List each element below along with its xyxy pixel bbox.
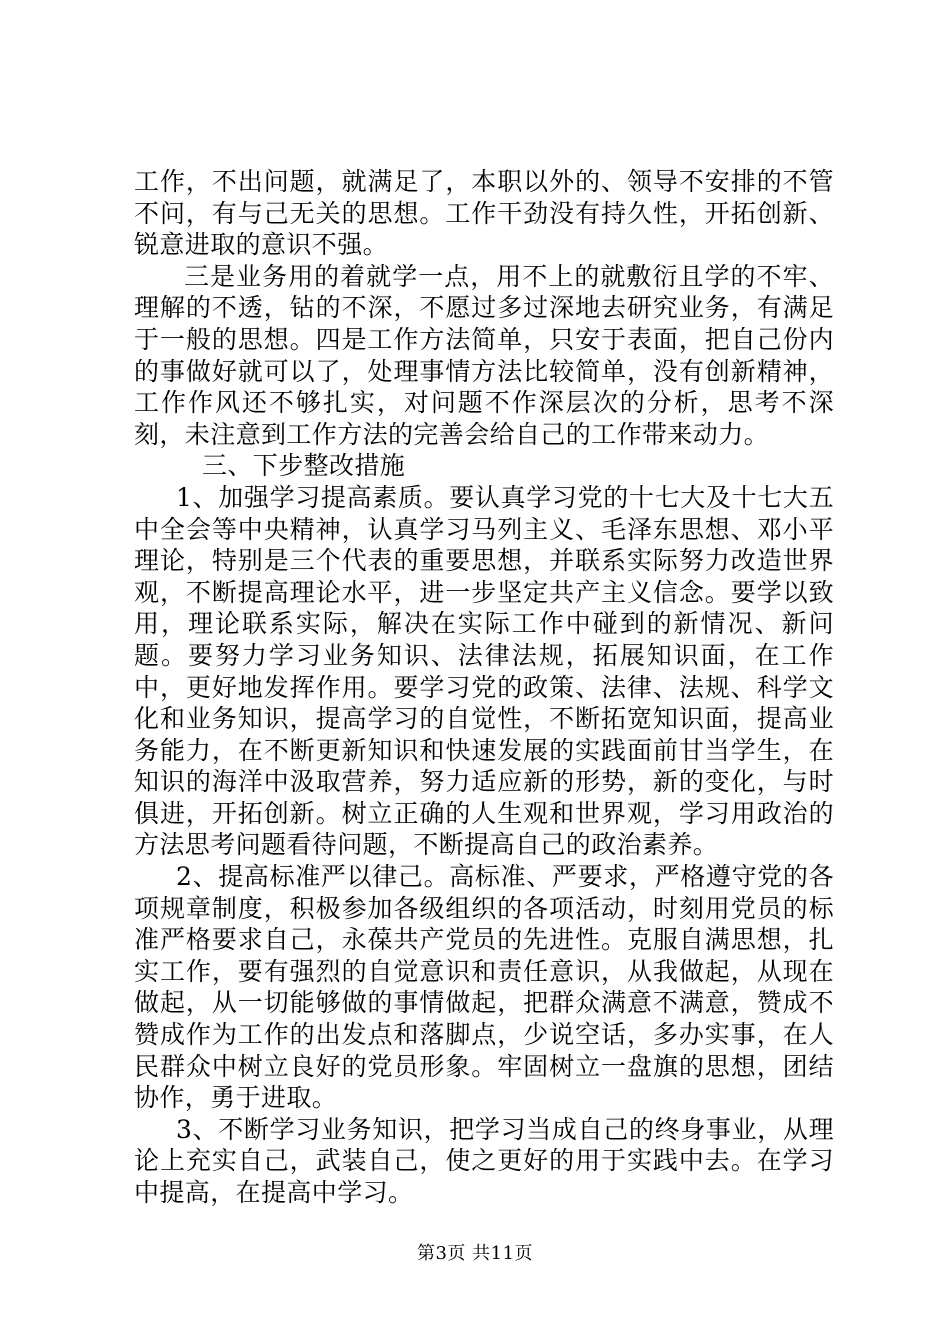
section-heading-rectification: 三、下步整改措施 <box>202 451 406 481</box>
paragraph-measure-2: 2、提高标准严以律己。高标准、严要求，严格遵守党的各项规章制度，积极参加各级组织的各项活动，时刻用党员的标准严格要求自己，永葆共产党员的先进性。克服自满思想，扎实工作，要有强烈的自觉意识和责任意识，从我做起，从现在做起，从一切能够做的事情做起，把群众满意不满意，赞成不赞成作为工作的出发点和落脚点，少说空话，多办实事，在人民群众中树立良好的党员形象。牢固树立一盘旗的思想，团结协作，勇于进取。 <box>134 862 834 1113</box>
paragraph-point-three: 三是业务用的着就学一点，用不上的就敷衍且学的不牢、理解的不透，钻的不深，不愿过多过深地去研究业务，有满足于一般的思想。四是工作方法简单，只安于表面，把自己份内的事做好就可以了，处理事情方法比较简单，没有创新精神，工作作风还不够扎实，对问题不作深层次的分析，思考不深刻，未注意到工作方法的完善会给自己的工作带来动力。 <box>134 261 834 449</box>
page-number-footer: 第3页 共11页 <box>416 1243 534 1264</box>
paragraph-continuation: 工作，不出问题，就满足了，本职以外的、领导不安排的不管不问，有与己无关的思想。工作干劲没有持久性，开拓创新、锐意进取的意识不强。 <box>134 167 834 260</box>
paragraph-measure-3: 3、不断学习业务知识，把学习当成自己的终身事业，从理论上充实自己，武装自己，使之更好的用于实践中去。在学习中提高，在提高中学习。 <box>134 1114 834 1207</box>
document-body <box>134 166 834 1209</box>
paragraph-measure-1: 1、加强学习提高素质。要认真学习党的十七大及十七大五中全会等中央精神，认真学习马列主义、毛泽东思想、邓小平理论，特别是三个代表的重要思想，并联系实际努力改造世界观，不断提高理论水平，进一步坚定共产主义信念。要学以致用，理论联系实际，解决在实际工作中碰到的新情况、新问题。要努力学习业务知识、法律法规，拓展知识面，在工作中，更好地发挥作用。要学习党的政策、法律、法规、科学文化和业务知识，提高学习的自觉性，不断拓宽知识面，提高业务能力，在不断更新知识和快速发展的实践面前甘当学生，在知识的海洋中汲取营养，努力适应新的形势，新的变化，与时俱进，开拓创新。树立正确的人生观和世界观，学习用政治的方法思考问题看待问题，不断提高自己的政治素养。 <box>134 482 834 860</box>
